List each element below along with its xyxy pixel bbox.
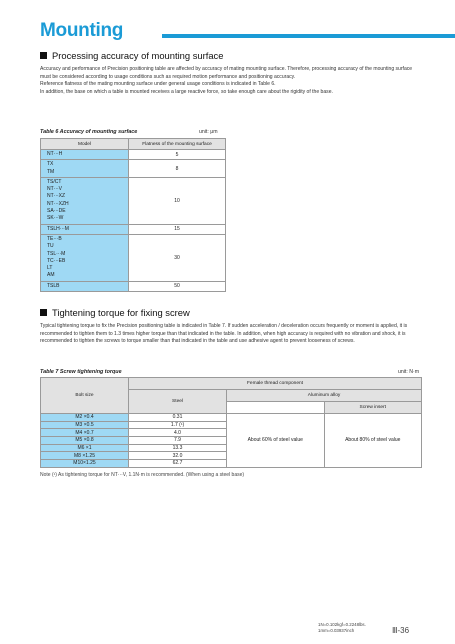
section-heading-text: Tightening torque for fixing screw — [52, 307, 190, 318]
bolt-size-cell: M3 ×0.5 — [41, 421, 129, 429]
table-row — [41, 150, 226, 160]
section-heading-text: Processing accuracy of mounting surface — [52, 50, 224, 61]
bolt-size-cell: M2 ×0.4 — [41, 414, 129, 422]
header-aluminum: Aluminum alloy — [227, 390, 422, 402]
table-row — [41, 177, 226, 224]
model-name: TSLB — [47, 282, 60, 289]
flatness-value: 8 — [129, 160, 226, 178]
aluminum-torque-cell: About 60% of steel value — [227, 414, 325, 468]
model-name: NT···XZ — [47, 193, 66, 200]
section-heading-tightening-torque — [40, 307, 190, 318]
model-name: LT — [47, 265, 53, 272]
model-name: TSLH···M — [47, 225, 69, 232]
section1-body — [40, 66, 422, 96]
model-name: TS/CT — [47, 178, 62, 185]
paragraph: Reference flatness of the mating mounting surface under general usage conditions is indicated in Table 6. — [40, 81, 276, 88]
table7-unit: unit: N·m — [398, 369, 420, 375]
flatness-table — [40, 138, 226, 292]
page-title: Mounting — [40, 20, 124, 41]
header-model: Model — [41, 139, 129, 150]
model-cell — [41, 150, 129, 160]
model-name: TM — [47, 168, 55, 175]
table7-caption: Table 7 Screw tightening torque — [40, 369, 122, 375]
steel-torque-cell: 62.7 — [129, 460, 227, 468]
header-female-thread: Female thread component — [129, 378, 422, 390]
conversion-line: 1mm=0.03937inch — [318, 628, 355, 634]
flatness-value: 15 — [129, 224, 226, 234]
model-name: AM — [47, 272, 55, 279]
header-flatness: Flatness of the mounting surface — [129, 139, 226, 150]
model-name: NT···V — [47, 186, 62, 193]
conversion-line: 1N=0.102kgf=0.2248lbs. — [318, 622, 366, 627]
paragraph: In addition, the base on which a table is mounted receives a large reactive force, so take enough care about the rigidity of the base. — [40, 88, 333, 95]
steel-torque-cell: 1.7 (¹) — [129, 421, 227, 429]
paragraph: Accuracy and performance of Precision positioning table are affected by accuracy of mating mounting surface. Therefore, processing accuracy of the mounting surface must be considered according to usage conditions such as required motion performance and positioning accuracy. — [40, 66, 413, 80]
steel-torque-cell: 4.0 — [129, 429, 227, 437]
table-row — [41, 160, 226, 178]
screw-torque-table — [40, 377, 422, 468]
table6-unit: unit: μm — [199, 129, 218, 135]
table-row — [41, 281, 226, 291]
page-number: Ⅲ-36 — [392, 626, 410, 635]
table-row — [41, 224, 226, 234]
table-header-row — [41, 378, 422, 390]
flatness-value: 5 — [129, 150, 226, 160]
bolt-size-cell: M4 ×0.7 — [41, 429, 129, 437]
header-screw-insert: Screw insert — [324, 402, 422, 414]
bolt-size-cell: M6 ×1 — [41, 444, 129, 452]
paragraph: Typical tightening torque to fix the Precision positioning table is indicated in Table 7. If sudden acceleration / deceleration occurs frequently or moment is applied, it is recommended to tighten them to 1.3 times higher torque than that indicated in the table. In addition, when high accuracy is required with no vibration and shock, it is recommended to tighten the screws to torque smaller than that indicated in the table and use adhesive agent to prevent looseness of screws. — [40, 323, 408, 345]
bolt-size-cell: M5 ×0.8 — [41, 437, 129, 445]
page-title-row — [40, 20, 426, 44]
steel-torque-cell: 7.9 — [129, 437, 227, 445]
bolt-size-cell: M10×1.25 — [41, 460, 129, 468]
title-rule — [162, 34, 455, 38]
bolt-size-cell: M8 ×1.25 — [41, 452, 129, 460]
model-name: SK···W — [47, 215, 64, 222]
section2-body — [40, 323, 422, 346]
steel-torque-cell: 0.31 — [129, 414, 227, 422]
table7-note: Note (¹) As tightening torque for NT···V, 1.1N·m is recommended. (When using a steel base) — [40, 472, 245, 478]
model-name: NT···XZH — [47, 200, 69, 207]
flatness-value: 30 — [129, 234, 226, 281]
model-cell — [41, 177, 129, 224]
model-name: TX — [47, 161, 54, 168]
section-heading-mounting-surface — [40, 50, 223, 61]
steel-torque-cell: 13.3 — [129, 444, 227, 452]
model-name: TE···B — [47, 235, 62, 242]
flatness-value: 10 — [129, 177, 226, 224]
table-header-row — [41, 139, 226, 150]
model-name: SA···DE — [47, 208, 66, 215]
model-name: TU — [47, 243, 54, 250]
header-bolt-size: Bolt size — [41, 378, 129, 414]
header-blank — [227, 402, 325, 414]
model-name: TC···EB — [47, 257, 66, 264]
table6-caption: Table 6 Accuracy of mounting surface — [40, 129, 138, 135]
table-row — [41, 414, 422, 422]
table-row — [41, 234, 226, 281]
model-name: TSL···M — [47, 250, 66, 257]
model-cell — [41, 224, 129, 234]
model-cell — [41, 234, 129, 281]
steel-torque-cell: 32.0 — [129, 452, 227, 460]
header-steel: Steel — [129, 390, 227, 414]
square-bullet-icon — [40, 309, 47, 316]
model-name: NT···H — [47, 151, 63, 157]
unit-conversion-note — [318, 622, 366, 635]
flatness-value: 50 — [129, 281, 226, 291]
model-cell — [41, 160, 129, 178]
insert-torque-cell: About 80% of steel value — [324, 414, 422, 468]
model-cell — [41, 281, 129, 291]
square-bullet-icon — [40, 52, 47, 59]
